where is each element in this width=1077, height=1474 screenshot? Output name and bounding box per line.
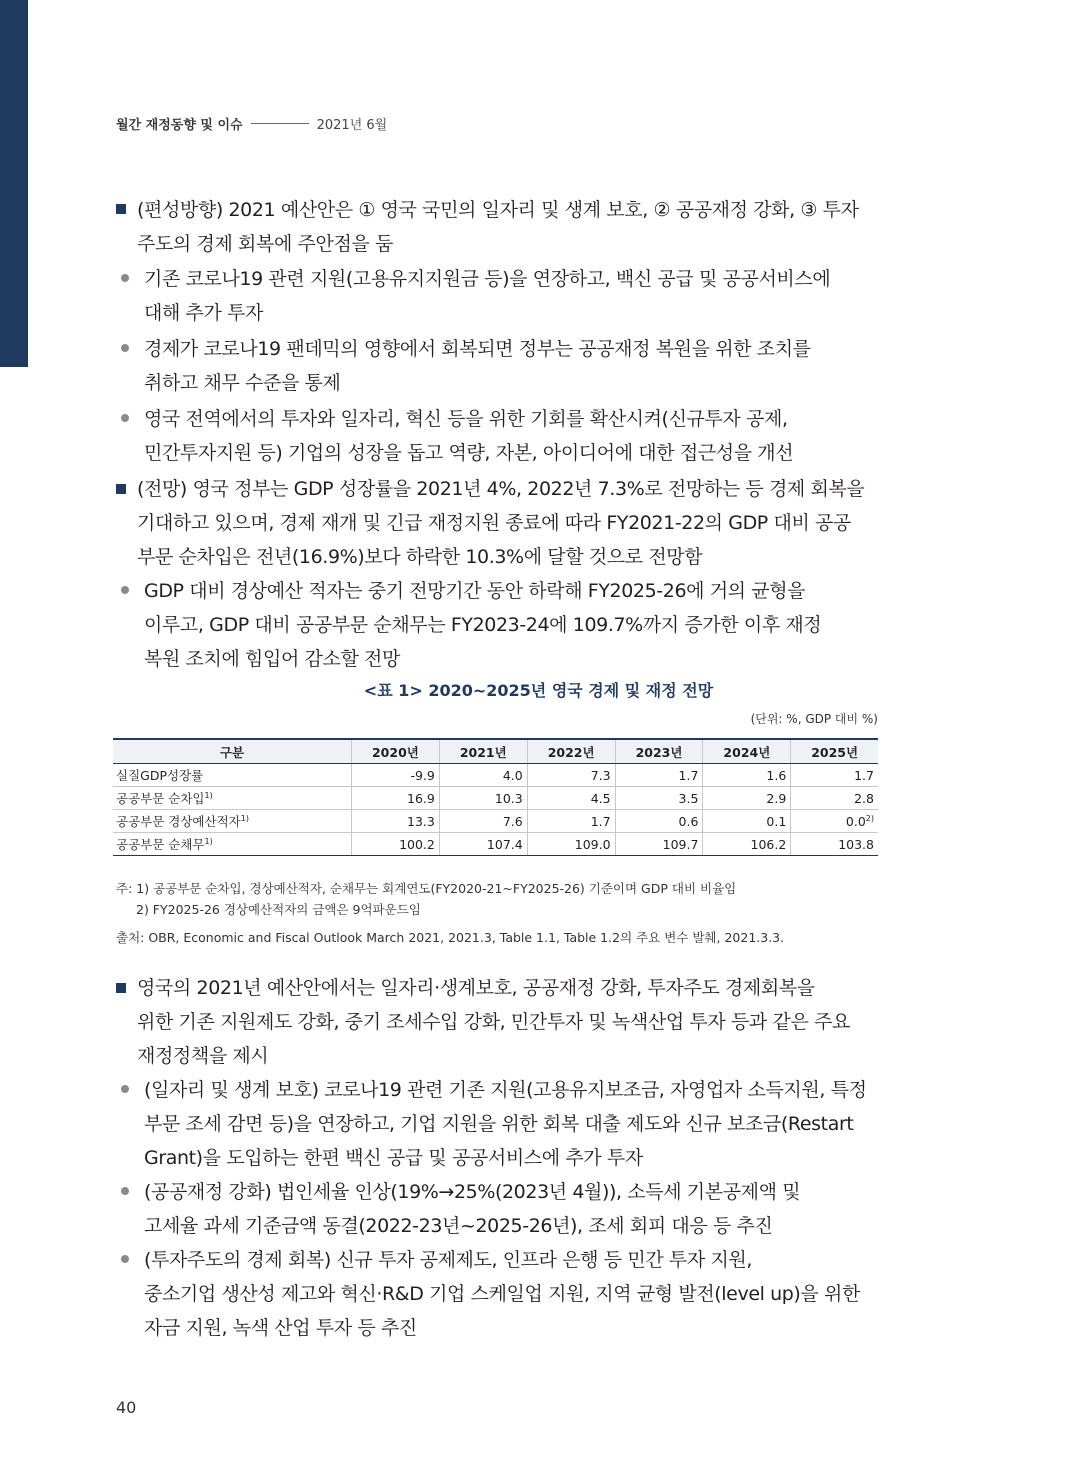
- footnote-mark: 1): [204, 790, 213, 800]
- table-header-cell: 2020년: [352, 739, 440, 764]
- table-cell: 1.6: [703, 764, 791, 787]
- text-line: 이루고, GDP 대비 공공부문 순채무는 FY2023-24에 109.7%까지 증가한 이후 재정: [144, 614, 822, 636]
- table-cell: 4.0: [439, 764, 527, 787]
- table-cell: -9.9: [352, 764, 440, 787]
- square-bullet-icon: [116, 484, 126, 494]
- footnote-mark: 2): [865, 813, 874, 823]
- table-cell: 7.3: [527, 764, 615, 787]
- table-cell: 103.8: [791, 833, 878, 856]
- row-label-text: 실질GDP성장률: [116, 768, 204, 783]
- table-cell: 1.7: [527, 810, 615, 833]
- square-bullet-icon: [116, 983, 126, 993]
- text-line: 기대하고 있으며, 경제 재개 및 긴급 재정지원 종료에 따라 FY2021-22의 GDP 대비 공공: [137, 512, 851, 534]
- table-cell: 106.2: [703, 833, 791, 856]
- text-line: 부문 조세 감면 등)을 연장하고, 기업 지원을 위한 회복 대출 제도와 신규 보조금(Restart: [144, 1113, 854, 1135]
- row-label: [113, 787, 352, 810]
- header-title: 월간 재정동향 및 이슈: [116, 118, 243, 133]
- table-note: 주: 1) 공공부문 순차입, 경상예산적자, 순채무는 회계연도(FY2020-21~FY2025-26) 기준이며 GDP 대비 비율임: [116, 881, 737, 896]
- table-cell: 4.5: [527, 787, 615, 810]
- dot-bullet-icon: [121, 344, 129, 352]
- table-source: 출처: OBR, Economic and Fiscal Outlook March 2021, 2021.3, Table 1.1, Table 1.2의 주요 변수 발췌, 2021.3.3.: [116, 930, 785, 945]
- table-cell: 2.8: [791, 787, 878, 810]
- row-label-text: 공공부문 순채무: [116, 837, 205, 852]
- table-header-row: [113, 739, 878, 764]
- text-line: 고세율 과세 기준금액 동결(2022-23년~2025-26년), 조세 회피 대응 등 추진: [144, 1215, 773, 1237]
- paragraph-3: [144, 332, 811, 400]
- table-cell: 1.7: [615, 764, 703, 787]
- dot-bullet-icon: [121, 586, 129, 594]
- text-line: Grant)을 도입하는 한편 백신 공급 및 공공서비스에 추가 투자: [144, 1147, 643, 1169]
- table-cell: 7.6: [439, 810, 527, 833]
- text-line: 주도의 경제 회복에 주안점을 둠: [137, 233, 393, 255]
- table-notes: [116, 878, 736, 920]
- row-label: [113, 810, 352, 833]
- paragraph-6: [144, 574, 821, 676]
- table-cell: 0.1: [703, 810, 791, 833]
- side-accent-bar: [0, 0, 28, 367]
- text-line: 영국 전역에서의 투자와 일자리, 혁신 등을 위한 기회를 확산시켜(신규투자 공제,: [144, 408, 788, 430]
- table-cell: 0.6: [615, 810, 703, 833]
- text-line: 경제가 코로나19 팬데믹의 영향에서 회복되면 정부는 공공재정 복원을 위한 조치를: [144, 338, 811, 360]
- footnote-mark: 1): [204, 836, 213, 846]
- paragraph-5: [137, 472, 864, 574]
- text-line: 위한 기존 지원제도 강화, 중기 조세수입 강화, 민간투자 및 녹색산업 투자 등과 같은 주요: [137, 1011, 850, 1033]
- table-cell: 1.7: [791, 764, 878, 787]
- table-header-cell: 구분: [113, 739, 352, 764]
- header-divider: [251, 123, 309, 124]
- table-note: 2) FY2025-26 경상예산적자의 금액은 9억파운드임: [136, 902, 421, 917]
- table-header-cell: 2022년: [527, 739, 615, 764]
- dot-bullet-icon: [121, 414, 129, 422]
- dot-bullet-icon: [121, 1187, 129, 1195]
- table-cell: [791, 810, 878, 833]
- table-cell: 13.3: [352, 810, 440, 833]
- header-date: 2021년 6월: [316, 118, 388, 133]
- paragraph-8: [144, 1073, 867, 1175]
- table-header-cell: 2023년: [615, 739, 703, 764]
- paragraph-9: [144, 1175, 800, 1243]
- dot-bullet-icon: [121, 274, 129, 282]
- table-cell: 109.0: [527, 833, 615, 856]
- text-line: 취하고 채무 수준을 통제: [144, 372, 341, 394]
- table-unit-note: (단위: %, GDP 대비 %): [750, 712, 878, 726]
- table-cell: 16.9: [352, 787, 440, 810]
- text-line: (편성방향) 2021 예산안은 ① 영국 국민의 일자리 및 생계 보호, ② 공공재정 강화, ③ 투자: [137, 199, 859, 221]
- table-title: <표 1> 2020~2025년 영국 경제 및 재정 전망: [363, 681, 714, 700]
- paragraph-1: [137, 193, 859, 261]
- text-line: (일자리 및 생계 보호) 코로나19 관련 기존 지원(고용유지보조금, 자영업자 소득지원, 특정: [144, 1079, 867, 1101]
- text-line: 재정정책을 제시: [137, 1045, 269, 1067]
- paragraph-10: [144, 1243, 860, 1345]
- table-header-cell: 2024년: [703, 739, 791, 764]
- table-cell: 10.3: [439, 787, 527, 810]
- table-cell: 3.5: [615, 787, 703, 810]
- text-line: 부문 순차입은 전년(16.9%)보다 하락한 10.3%에 달할 것으로 전망함: [137, 546, 703, 568]
- text-line: (투자주도의 경제 회복) 신규 투자 공제제도, 인프라 은행 등 민간 투자 지원,: [144, 1249, 753, 1271]
- running-header: [116, 114, 387, 133]
- row-label: [113, 764, 352, 787]
- paragraph-4: [144, 402, 793, 470]
- table-cell: 2.9: [703, 787, 791, 810]
- dot-bullet-icon: [121, 1085, 129, 1093]
- paragraph-2: [144, 262, 830, 330]
- table-row: [113, 833, 878, 856]
- text-line: (전망) 영국 정부는 GDP 성장률을 2021년 4%, 2022년 7.3%로 전망하는 등 경제 회복을: [137, 478, 865, 500]
- row-label: [113, 833, 352, 856]
- text-line: 자금 지원, 녹색 산업 투자 등 추진: [144, 1317, 417, 1339]
- text-line: 기존 코로나19 관련 지원(고용유지지원금 등)을 연장하고, 백신 공급 및 공공서비스에: [144, 268, 831, 290]
- cell-value: 0.0: [845, 813, 866, 829]
- table-cell: 107.4: [439, 833, 527, 856]
- table-header-cell: 2021년: [439, 739, 527, 764]
- table-cell: 109.7: [615, 833, 703, 856]
- text-line: 중소기업 생산성 제고와 혁신·R&D 기업 스케일업 지원, 지역 균형 발전(level up)을 위한: [144, 1283, 860, 1305]
- row-label-text: 공공부문 경상예산적자: [116, 814, 241, 829]
- table-header-cell: 2025년: [791, 739, 878, 764]
- text-line: 영국의 2021년 예산안에서는 일자리·생계보호, 공공재정 강화, 투자주도 경제회복을: [137, 977, 815, 999]
- paragraph-7: [137, 971, 850, 1073]
- table-cell: 100.2: [352, 833, 440, 856]
- text-line: 대해 추가 투자: [144, 302, 264, 324]
- footnote-mark: 1): [240, 813, 249, 823]
- text-line: 민간투자지원 등) 기업의 성장을 돕고 역량, 자본, 아이디어에 대한 접근성을 개선: [144, 442, 794, 464]
- row-label-text: 공공부문 순차입: [116, 791, 205, 806]
- dot-bullet-icon: [121, 1255, 129, 1263]
- table-row: [113, 764, 878, 787]
- forecast-table: [113, 738, 878, 856]
- text-line: GDP 대비 경상예산 적자는 중기 전망기간 동안 하락해 FY2025-26에 거의 균형을: [144, 580, 806, 602]
- text-line: (공공재정 강화) 법인세율 인상(19%→25%(2023년 4월)), 소득세 기본공제액 및: [144, 1181, 801, 1203]
- table-row: [113, 787, 878, 810]
- table-row: [113, 810, 878, 833]
- square-bullet-icon: [116, 204, 126, 214]
- text-line: 복원 조치에 힘입어 감소할 전망: [144, 648, 400, 670]
- page-number: 40: [116, 1398, 137, 1417]
